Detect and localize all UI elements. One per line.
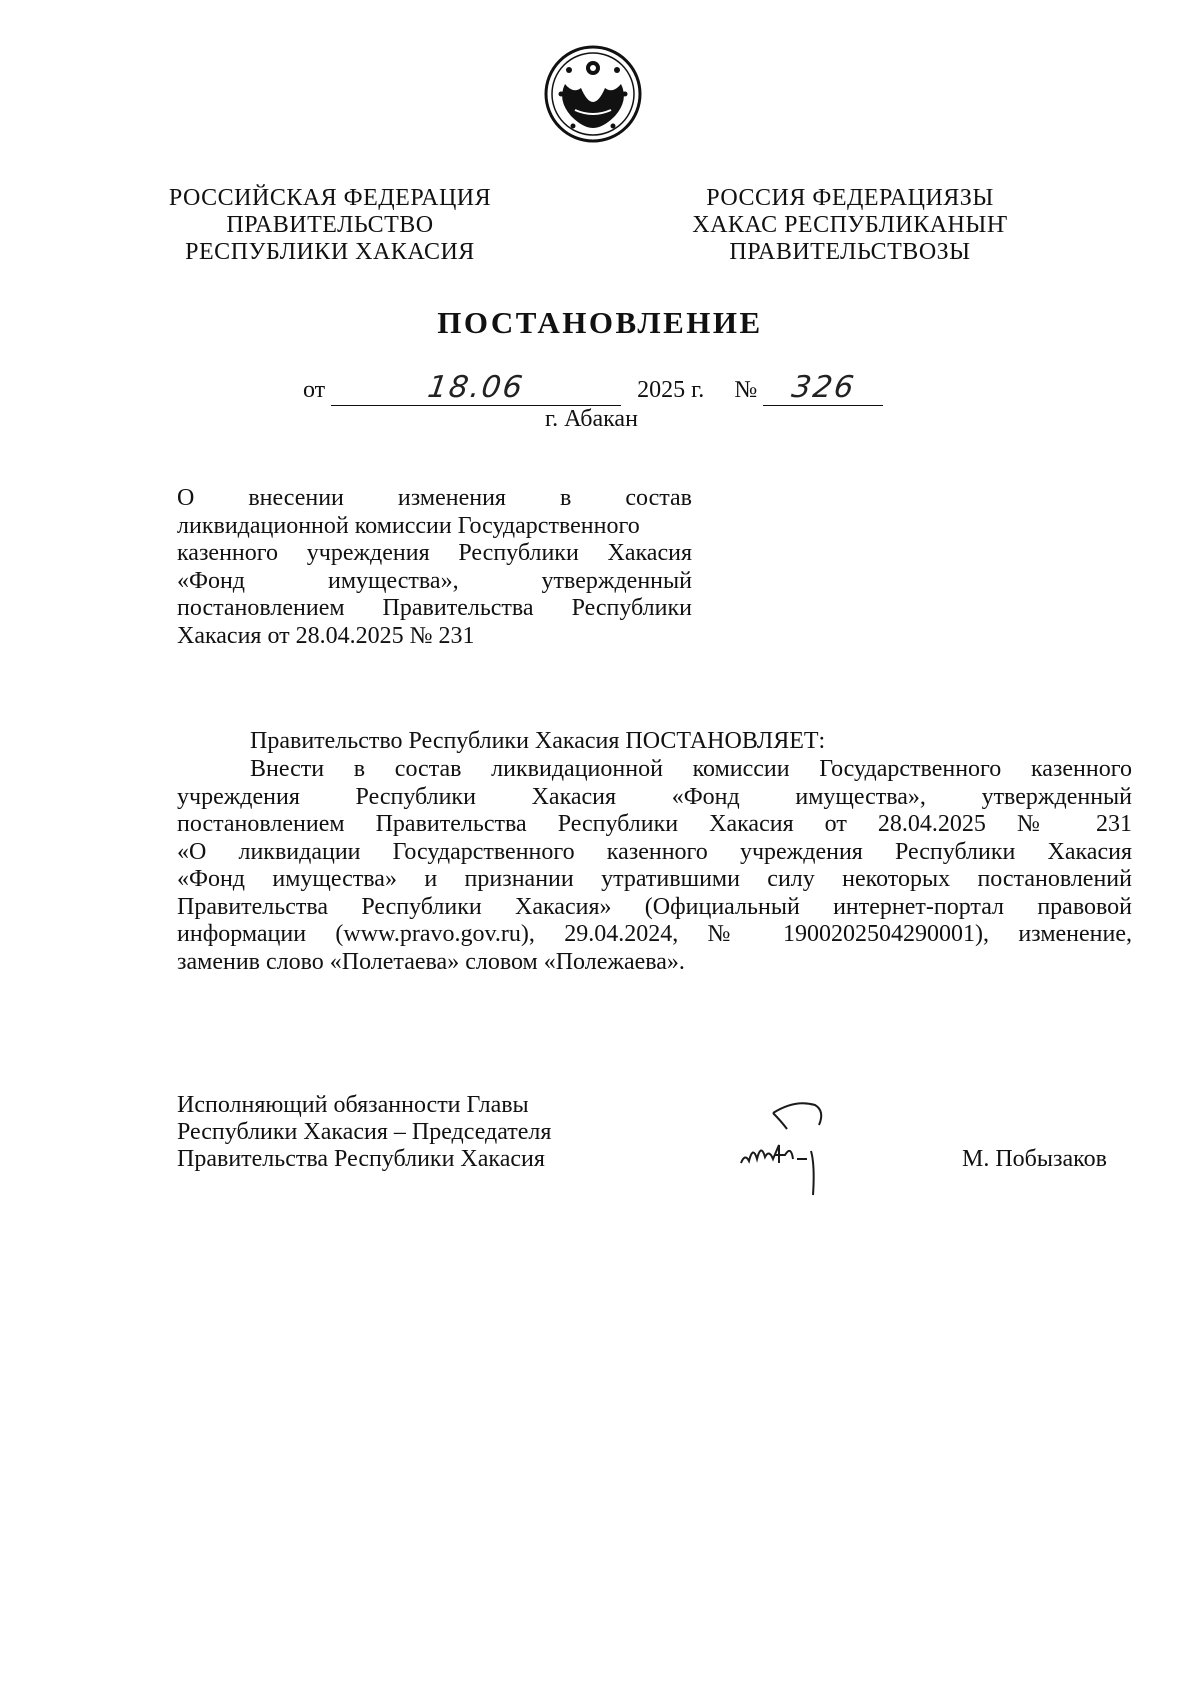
subject-line: Хакасия от 28.04.2025 № 231 [177,622,475,649]
header-right-line: ПРАВИТЕЛЬСТВОЗЫ [729,239,971,265]
position-line: Правительства Республики Хакасия [177,1146,545,1172]
signatory-position [177,1092,551,1173]
coat-of-arms-icon [543,44,643,144]
subject-block [177,485,692,650]
header-right-line: РОССИЯ ФЕДЕРАЦИЯЗЫ [706,185,994,211]
subject-line: О внесении изменения в состав [177,485,692,511]
date-number-line [303,370,883,406]
subject-line: «Фонд имущества», утвержденный [177,567,692,594]
paragraph-line: учреждения Республики Хакасия «Фонд имущества», утвержденный [177,783,1132,810]
paragraph-line: заменив слово «Полетаева» словом «Полежаева». [177,948,685,975]
year-label: 2025 г. [637,377,705,403]
paragraph-line: «Фонд имущества» и признании утратившими силу некоторых постановлений [177,866,1132,892]
decree-line: Правительство Республики Хакасия ПОСТАНОВЛЯЕТ: [250,728,826,754]
subject-line: ликвидационной комиссии Государственного [177,512,640,539]
date-prefix: от [303,377,326,403]
city: г. Абакан [545,406,638,432]
header-left [120,185,540,266]
signatory-name: М. Побызаков [962,1146,1107,1172]
paragraph-line: Правительства Республики Хакасия» (Официальный интернет-портал правовой [177,893,1132,920]
date-field [331,370,621,406]
paragraph-line: «О ликвидации Государственного казенного учреждения Республики Хакасия [177,838,1132,865]
document-title: ПОСТАНОВЛЕНИЕ [437,305,763,340]
paragraph-line: Внести в состав ликвидационной комиссии Государственного казенного [250,756,1132,782]
subject-line: постановлением Правительства Республики [177,595,692,621]
handwritten-signature-icon [735,1095,855,1200]
paragraph-line: постановлением Правительства Республики Хакасия от 28.04.2025 № 231 [177,811,1132,837]
header-right [640,185,1060,266]
header-left-line: РОССИЙСКАЯ ФЕДЕРАЦИЯ [168,185,492,211]
position-line: Исполняющий обязанности Главы [177,1092,529,1118]
main-paragraph [177,756,1132,976]
handwritten-date: 18.06 [425,370,527,405]
paragraph-line: информации (www.pravo.gov.ru), 29.04.2024, № 1900202504290001), изменение, [177,921,1132,947]
position-line: Республики Хакасия – Председателя [177,1119,552,1145]
handwritten-number: 326 [789,370,858,405]
header-left-line: РЕСПУБЛИКИ ХАКАСИЯ [185,239,475,265]
subject-line: казенного учреждения Республики Хакасия [177,540,692,566]
header-right-line: ХАКАС РЕСПУБЛИКАНЫҤ [692,212,1008,238]
header-left-line: ПРАВИТЕЛЬСТВО [226,212,434,238]
number-sign: № [734,377,758,403]
number-field [763,370,883,406]
